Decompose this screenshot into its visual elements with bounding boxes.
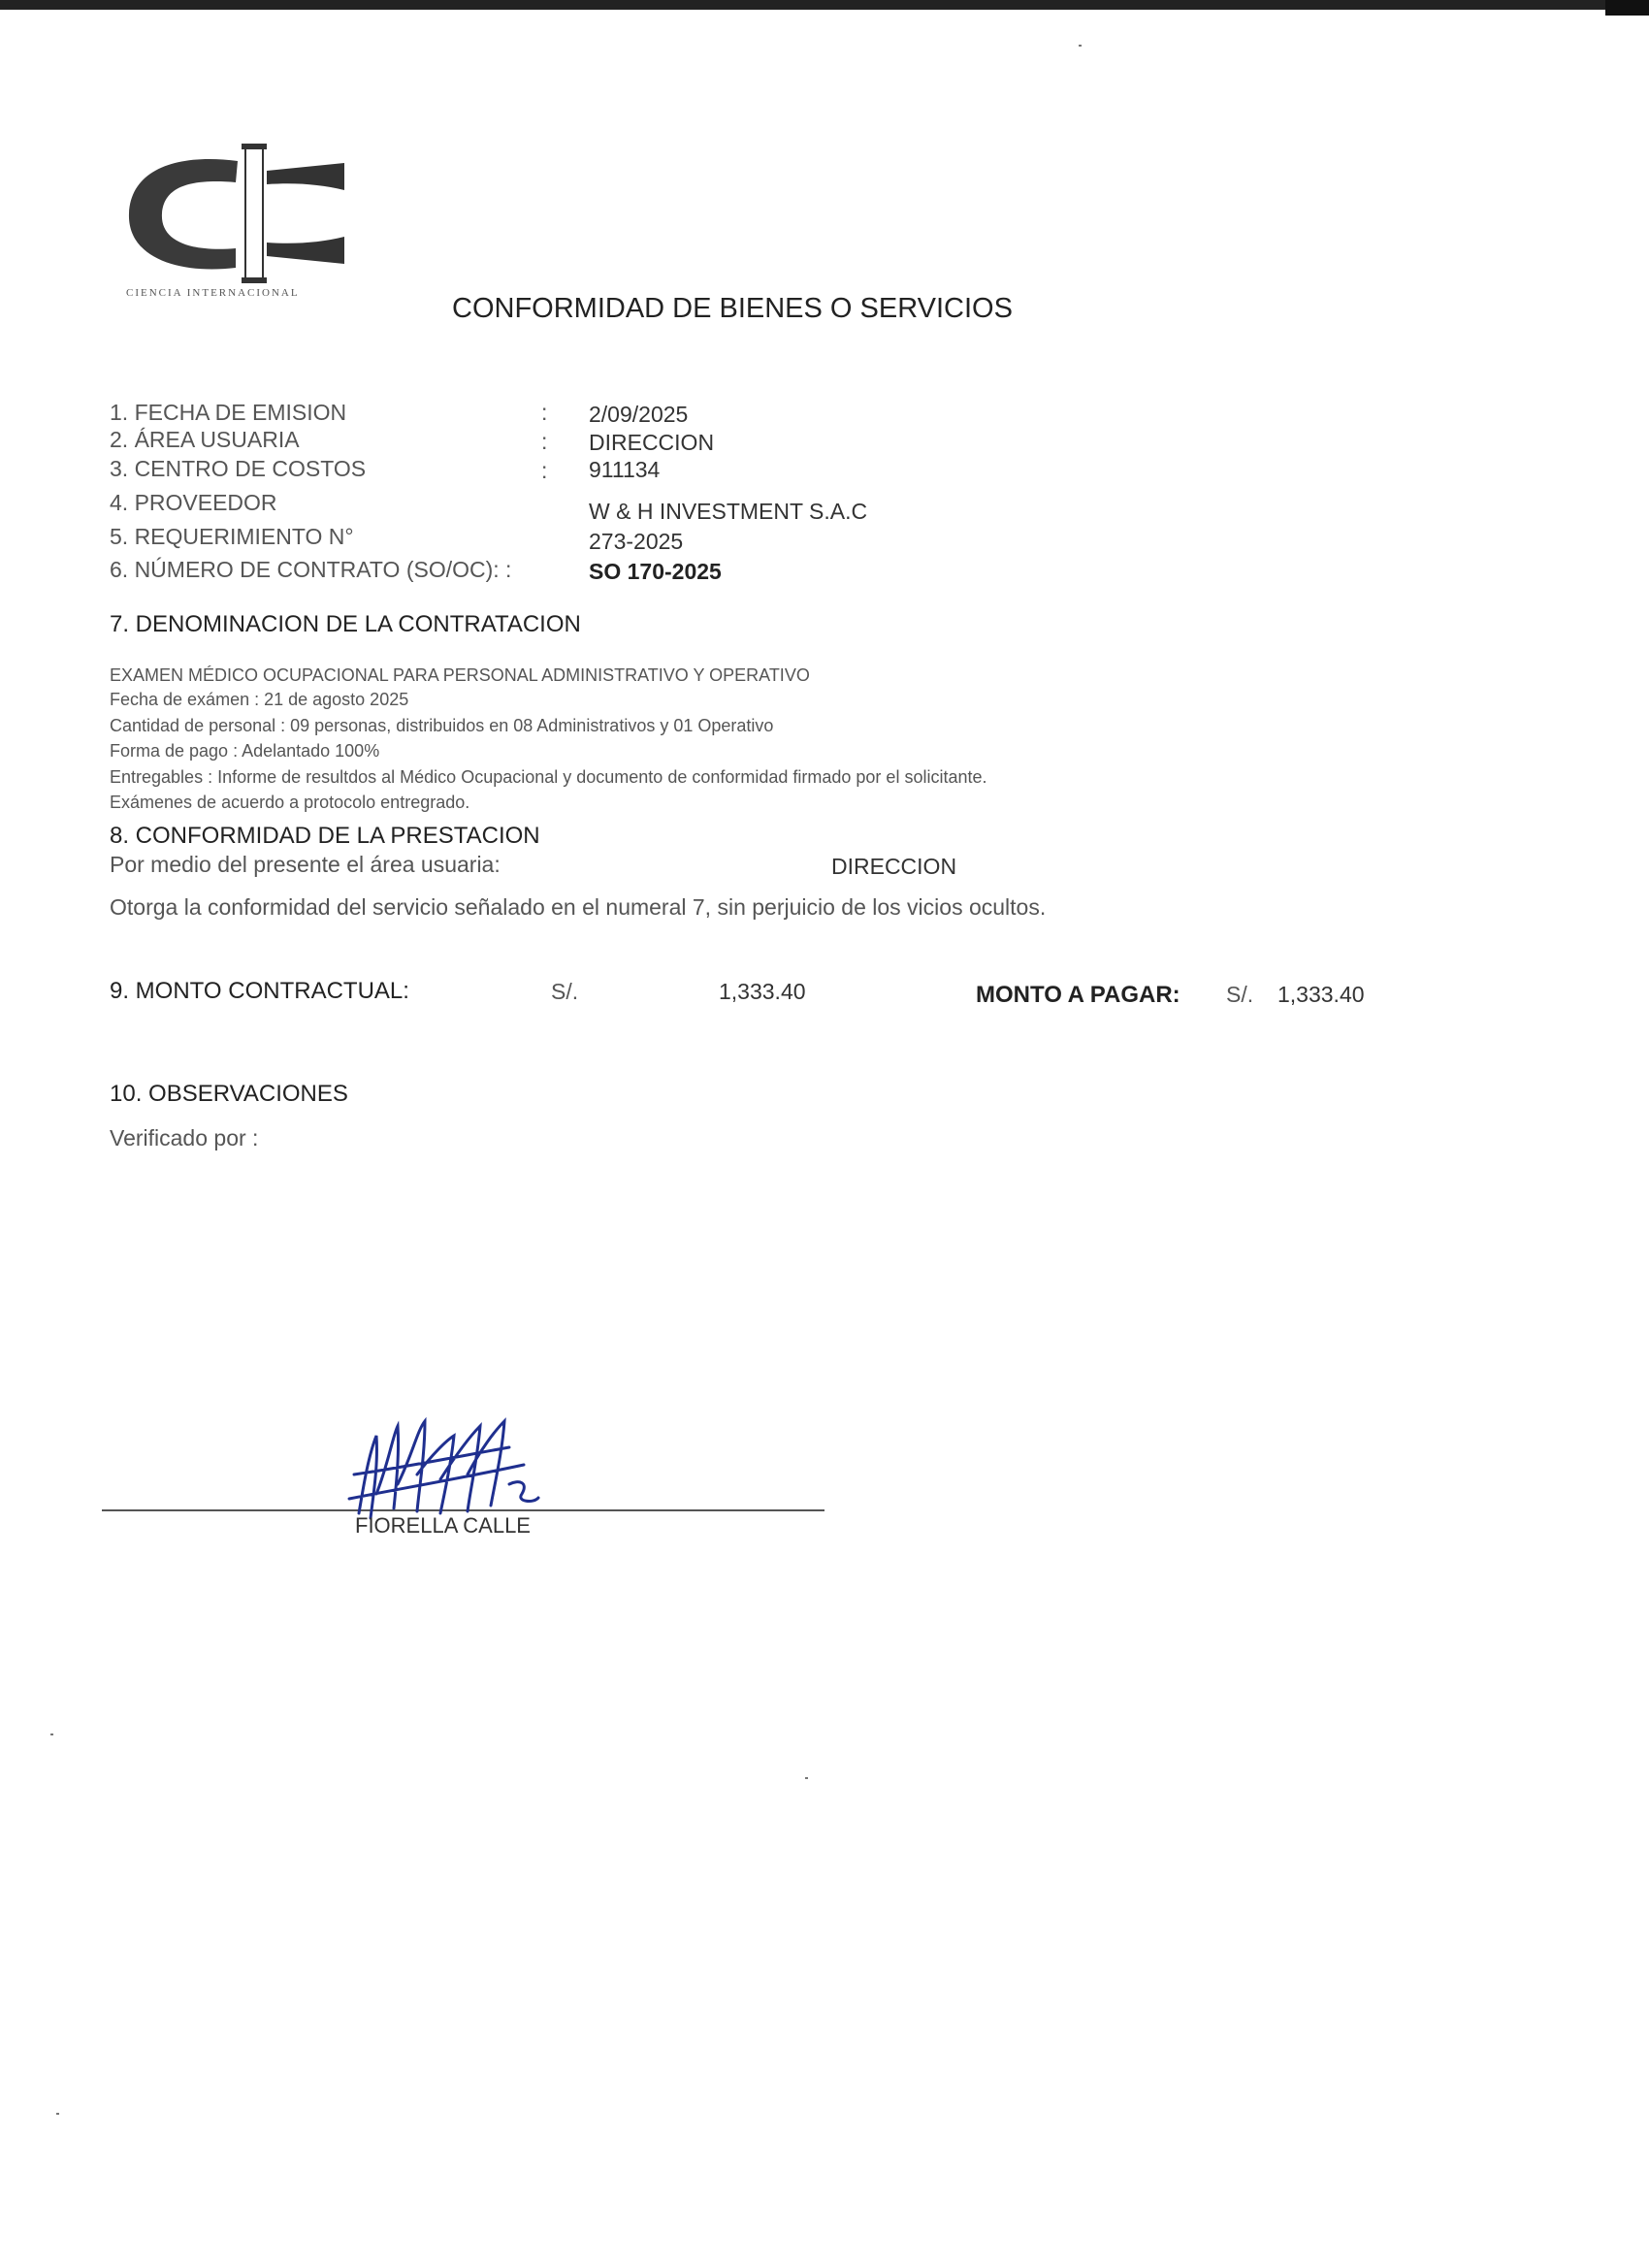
section7-line: Cantidad de personal : 09 personas, distribuidos en 08 Administrativos y 01 Operativo [110, 716, 774, 735]
field-proveedor-label: 4. PROVEEDOR [110, 490, 277, 515]
field-area-value: DIRECCION [589, 430, 715, 455]
document-title: CONFORMIDAD DE BIENES O SERVICIOS [452, 293, 1013, 324]
section8-heading: 8. CONFORMIDAD DE LA PRESTACION [110, 823, 540, 849]
field-requerimiento-value: 273-2025 [589, 529, 684, 554]
section8-statement: Otorga la conformidad del servicio señalado en el numeral 7, sin perjuicio de los vicios ocultos. [110, 894, 1047, 920]
scan-speck [50, 1733, 53, 1735]
field-fecha-value: 2/09/2025 [589, 402, 689, 427]
field-area-label: 2. ÁREA USUARIA [110, 427, 300, 452]
section10-heading: 10. OBSERVACIONES [110, 1081, 348, 1107]
scan-top-edge-corner [1605, 0, 1649, 16]
logo-caption: CIENCIA INTERNACIONAL [126, 287, 300, 299]
contract-currency: S/. [551, 979, 579, 1004]
field-area-sep: : [541, 429, 548, 454]
field-proveedor-value: W & H INVESTMENT S.A.C [589, 499, 868, 524]
verified-by-label: Verificado por : [110, 1125, 259, 1150]
field-contrato-label: 6. NÚMERO DE CONTRATO (SO/OC): : [110, 557, 512, 582]
section8-area-label: Por medio del presente el área usuaria: [110, 852, 501, 877]
company-logo-icon [121, 144, 354, 299]
contract-amount: 1,333.40 [719, 979, 806, 1004]
section8-area-value: DIRECCION [831, 854, 957, 879]
section7-line: Entregables : Informe de resultdos al Médico Ocupacional y documento de conformidad firmado por el solicitante. [110, 767, 987, 787]
section7-heading: 7. DENOMINACION DE LA CONTRATACION [110, 611, 581, 637]
field-fecha-sep: : [541, 400, 548, 425]
section9-heading: 9. MONTO CONTRACTUAL: [110, 978, 409, 1004]
field-centro-sep: : [541, 458, 548, 483]
pay-label: MONTO A PAGAR: [976, 982, 1180, 1008]
field-requerimiento-label: 5. REQUERIMIENTO N° [110, 524, 354, 549]
section7-line: EXAMEN MÉDICO OCUPACIONAL PARA PERSONAL ADMINISTRATIVO Y OPERATIVO [110, 665, 810, 685]
scan-speck [1079, 45, 1082, 47]
field-contrato-value: SO 170-2025 [589, 559, 722, 584]
pay-currency: S/. [1226, 982, 1254, 1007]
field-centro-label: 3. CENTRO DE COSTOS [110, 456, 367, 481]
section7-line: Fecha de exámen : 21 de agosto 2025 [110, 690, 409, 709]
pay-amount: 1,333.40 [1277, 982, 1365, 1007]
scan-top-edge [0, 0, 1605, 10]
section7-line: Forma de pago : Adelantado 100% [110, 741, 380, 761]
scan-speck [805, 1777, 808, 1779]
field-centro-value: 911134 [589, 457, 661, 482]
signer-name: FIORELLA CALLE [355, 1513, 531, 1538]
handwritten-signature-icon [340, 1397, 592, 1528]
field-fecha-label: 1. FECHA DE EMISION [110, 400, 347, 425]
section7-line: Exámenes de acuerdo a protocolo entregrado. [110, 793, 470, 812]
scan-speck [56, 2113, 59, 2115]
